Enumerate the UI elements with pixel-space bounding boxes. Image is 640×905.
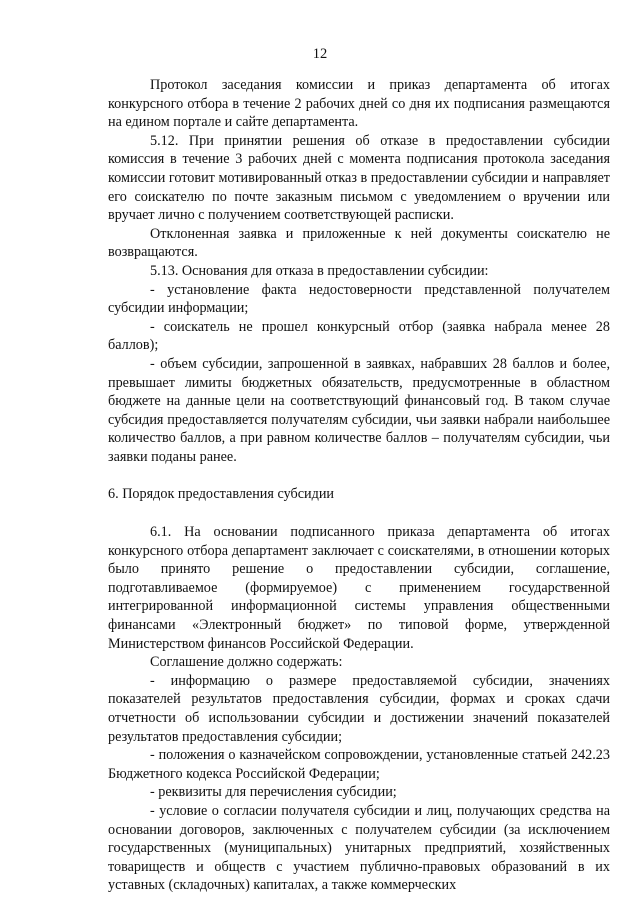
paragraph: 5.13. Основания для отказа в предоставлении субсидии: <box>150 262 489 279</box>
paragraph: Соглашение должно содержать: <box>150 654 343 671</box>
paragraph: Протокол заседания комиссии и приказ департамента об итогах конкурсного отбора в течение 2 рабочих дней со дня их подписания размещаются на едином портале и сайте департамента. <box>108 77 610 131</box>
paragraph: 5.12. При принятии решения об отказе в предоставлении субсидии комиссия в течение 3 рабочих дней с момента подписания протокола заседания комиссии готовит мотивированный отказ в предоставлении субсидии и направляет его соискателю по почте заказным письмом с уведомлением о вручении или вручает лично с получением соответствующей расписки. <box>108 132 610 224</box>
list-item: - положения о казначейском сопровождении, установленные статьей 242.23 Бюджетного кодекса Российской Федерации; <box>108 747 610 782</box>
document-body <box>108 76 610 895</box>
list-item: - соискатель не прошел конкурсный отбор (заявка набрала менее 28 баллов); <box>108 318 610 354</box>
section-heading: 6. Порядок предоставления субсидии <box>108 486 335 503</box>
list-item: - реквизиты для перечисления субсидии; <box>150 784 397 801</box>
list-item: - установление факта недостоверности представленной получателем субсидии информации; <box>108 281 610 317</box>
list-item: - информацию о размере предоставляемой субсидии, значениях показателей результатов предоставления субсидии, формах и сроках сдачи отчетности об использовании субсидии и достижении значений показателей результатов предоставления субсидии; <box>108 672 610 745</box>
list-item: - объем субсидии, запрошенной в заявках, набравших 28 баллов и более, превышает лимиты бюджетных обязательств, предусмотренные в областном бюджете на данные цели на соответствующий финансовый год. В таком случае субсидия предоставляется получателям субсидии, чьи заявки набрали наибольшее количество баллов, а при равном количестве баллов – получателям субсидии, чьи заявки поданы ранее. <box>108 355 610 465</box>
paragraph: 6.1. На основании подписанного приказа департамента об итогах конкурсного отбора департамент заключает с соискателями, в отношении которых было принято решение о предоставлении субсидии, соглашение, подготавливаемое (формируемое) с применением государственной интегрированной информационной системы управления общественными финансами «Электронный бюджет» по типовой форме, утвержденной Министерством финансов Российской Федерации. <box>108 524 610 652</box>
page-number: 12 <box>312 46 328 62</box>
paragraph: Отклоненная заявка и приложенные к ней документы соискателю не возвращаются. <box>108 225 610 261</box>
list-item: - условие о согласии получателя субсидии и лиц, получающих средства на основании договоров, заключенных с получателем субсидии (за исключением государственных (муниципальных) унитарных предприятий, хозяйственных товариществ и обществ с участием публично-правовых образований в их уставных (складочных) капиталах, а также коммерческих <box>108 802 610 894</box>
